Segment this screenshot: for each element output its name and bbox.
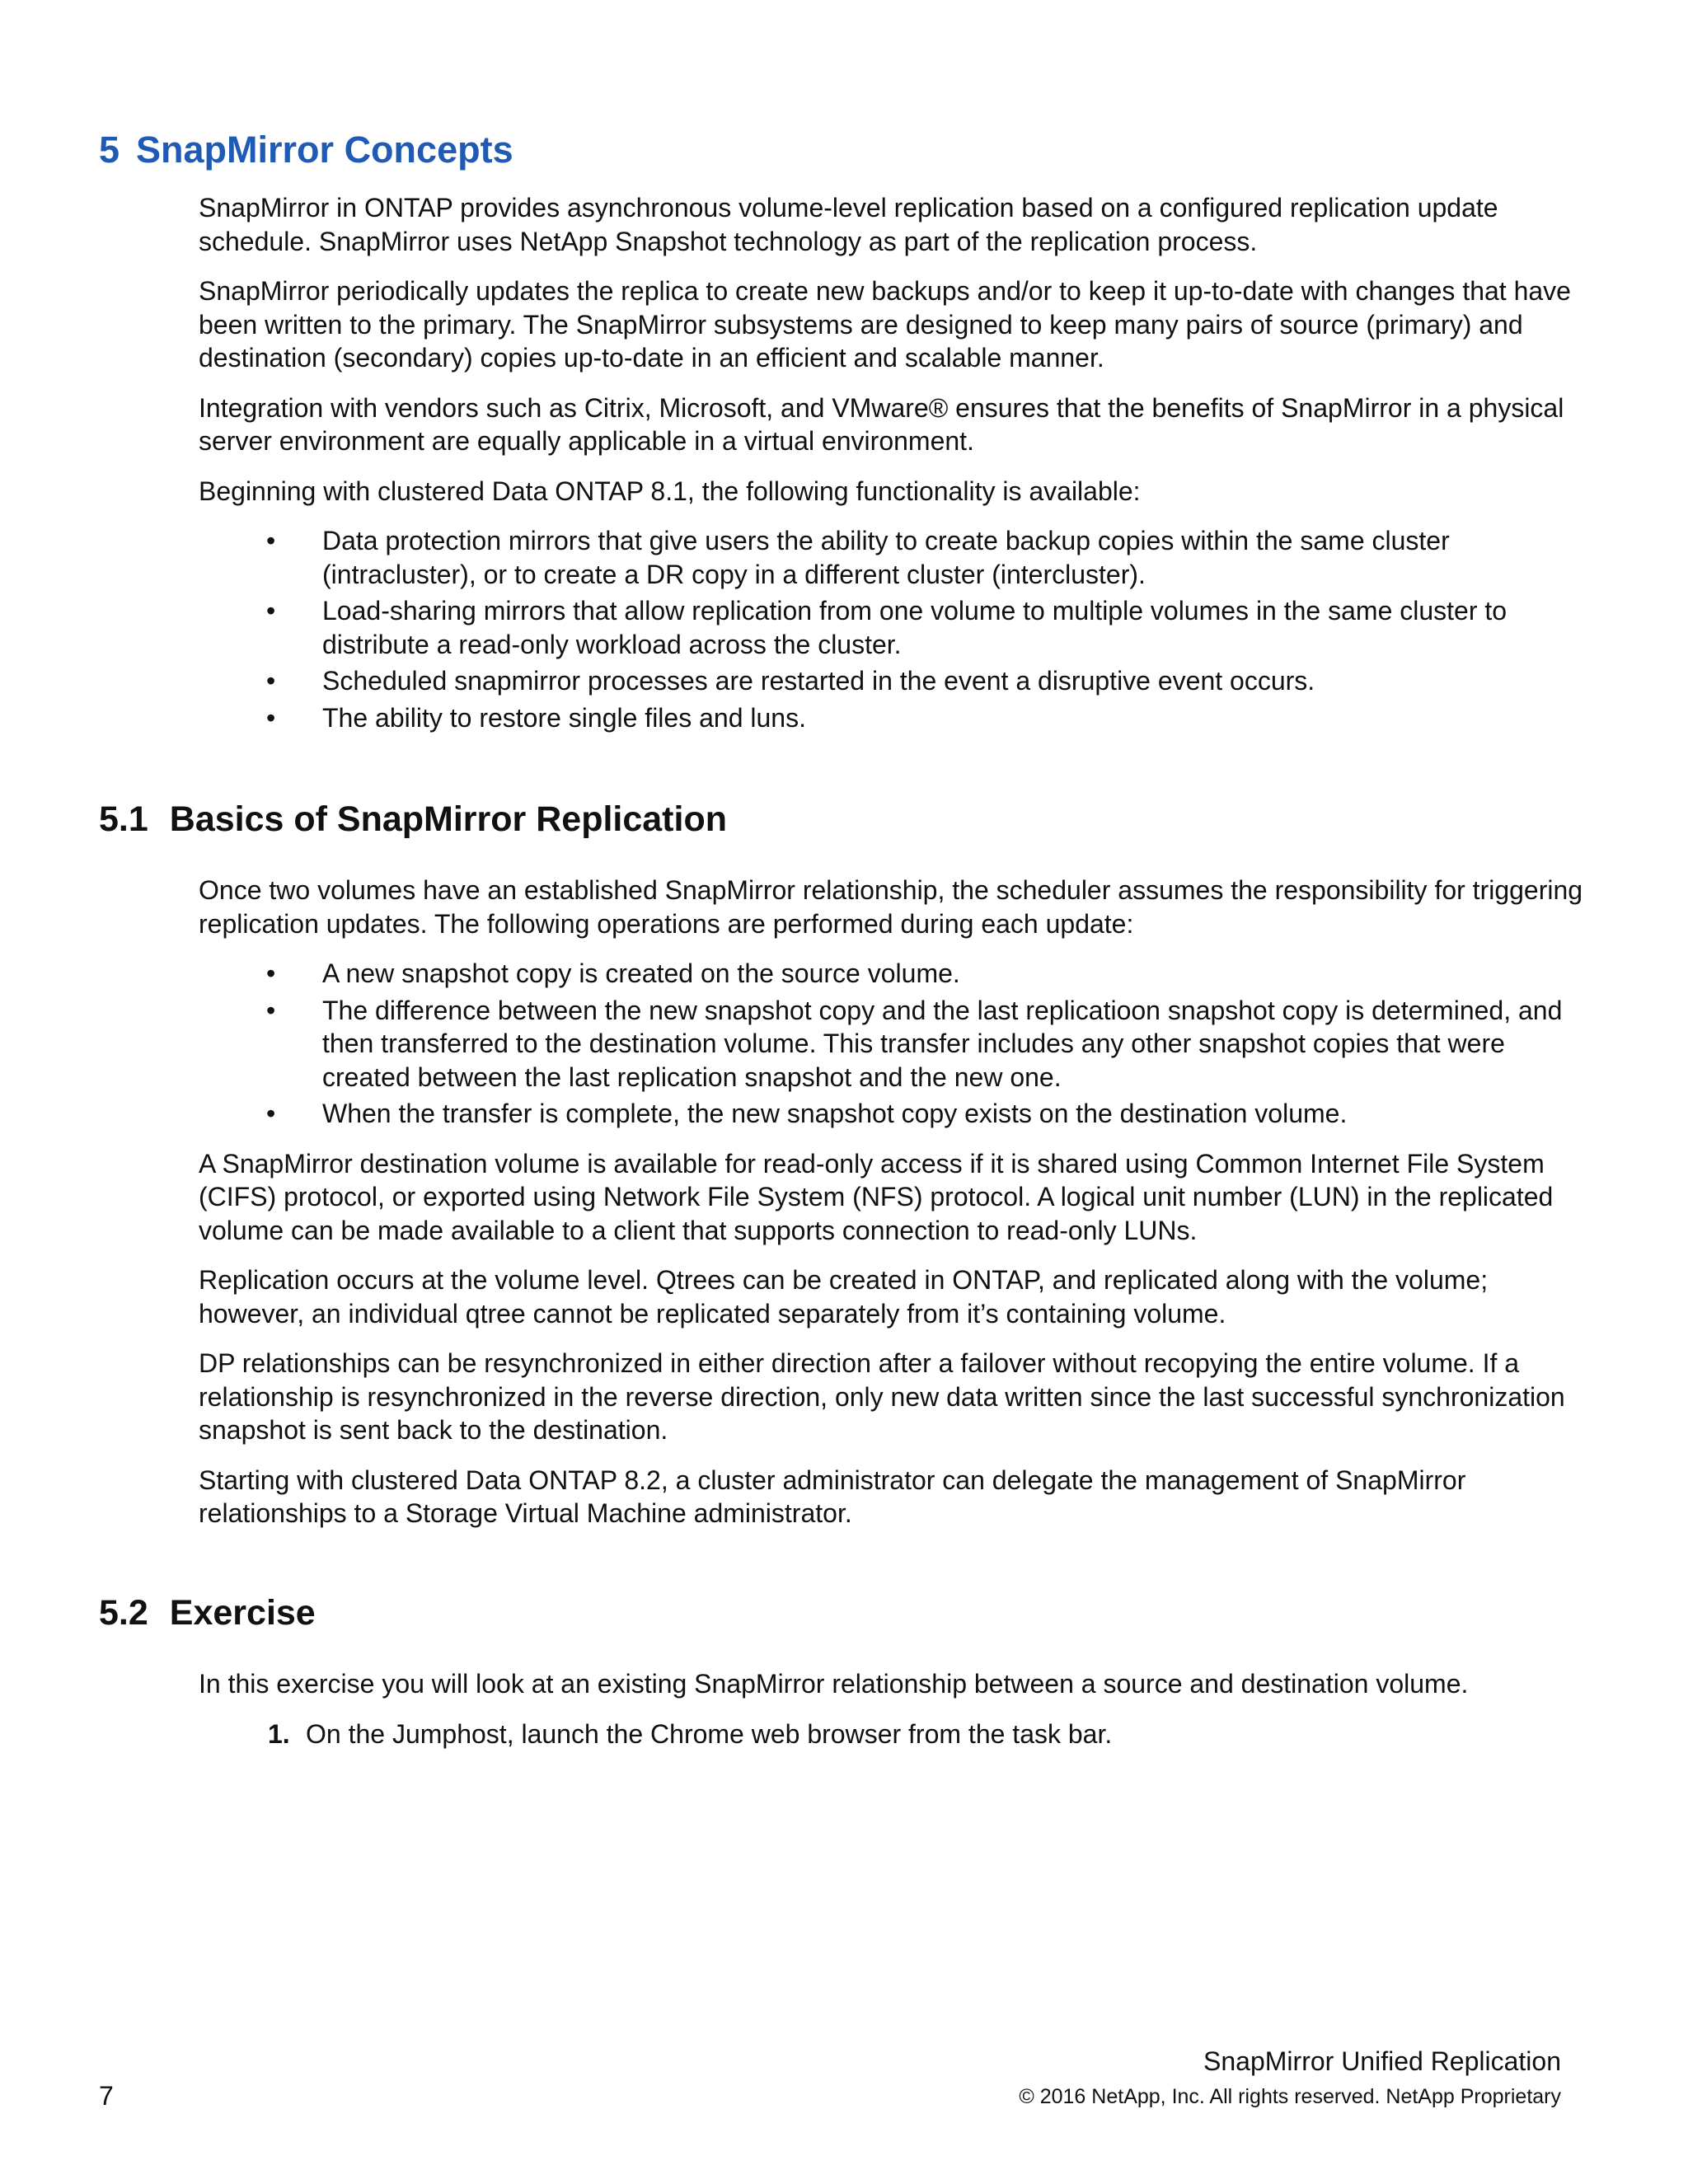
- footer-document-title: SnapMirror Unified Replication: [1203, 2046, 1561, 2076]
- step-item: [199, 1718, 1583, 1751]
- subsection-heading: [99, 799, 727, 840]
- paragraph: Beginning with clustered Data ONTAP 8.1, the following functionality is available:: [199, 476, 1141, 506]
- paragraph: DP relationships can be resynchronized in either direction after a failover without recopying the entire volume. If a relationship is resynchronized in the reverse direction, only new data written since the last successful synchronization snapshot is sent back to the destination.: [199, 1348, 1565, 1445]
- paragraph: SnapMirror periodically updates the replica to create new backups and/or to keep it up-to-date with changes that have been written to the primary. The SnapMirror subsystems are designed to keep many pairs of source (primary) and destination (secondary) copies up-to-date in an efficient and scalable manner.: [199, 276, 1571, 373]
- list-item: [199, 594, 1583, 661]
- subsection-title: Exercise: [169, 1593, 316, 1633]
- list-item-text: When the transfer is complete, the new snapshot copy exists on the destination volume.: [322, 1099, 1348, 1128]
- subsection-body: [199, 874, 1583, 1547]
- list-item: [199, 1097, 1583, 1131]
- bullet-glyph: •: [266, 995, 276, 1025]
- list-item: [199, 524, 1583, 591]
- list-item-text: Scheduled snapmirror processes are restarted in the event a disruptive event occurs.: [322, 666, 1315, 696]
- paragraph: Replication occurs at the volume level. Qtrees can be created in ONTAP, and replicated along with the volume; however, an individual qtree cannot be replicated separately from it’s containing volume.: [199, 1265, 1489, 1329]
- bullet-glyph: •: [266, 666, 276, 696]
- paragraph: Starting with clustered Data ONTAP 8.2, a cluster administrator can delegate the management of SnapMirror relationships to a Storage Virtual Machine administrator.: [199, 1465, 1466, 1528]
- bullet-list: [199, 957, 1583, 1131]
- list-item: [199, 957, 1583, 991]
- list-item-text: The difference between the new snapshot copy and the last replicatioon snapshot copy is determined, and then transferred to the destination volume. This transfer includes any other snapshot copies that were created between the last replication snapshot and the new one.: [322, 995, 1563, 1092]
- paragraph: SnapMirror in ONTAP provides asynchronous volume-level replication based on a configured replication update schedule. SnapMirror uses NetApp Snapshot technology as part of the replication process.: [199, 193, 1498, 256]
- section-heading: [99, 129, 513, 171]
- list-item-text: Data protection mirrors that give users the ability to create backup copies within the same cluster (intracluster), or to create a DR copy in a different cluster (intercluster).: [322, 526, 1450, 589]
- section-title: SnapMirror Concepts: [136, 129, 513, 171]
- bullet-glyph: •: [266, 596, 276, 626]
- paragraph: Once two volumes have an established SnapMirror relationship, the scheduler assumes the responsibility for triggering replication updates. The following operations are performed during each update:: [199, 875, 1583, 939]
- subsection-title: Basics of SnapMirror Replication: [169, 799, 727, 839]
- subsection-heading: [99, 1593, 316, 1633]
- bullet-glyph: •: [266, 526, 276, 555]
- paragraph: Integration with vendors such as Citrix, Microsoft, and VMware® ensures that the benefits of SnapMirror in a physical server environment are equally applicable in a virtual environment.: [199, 392, 1564, 456]
- section-body: [199, 191, 1583, 751]
- footer-copyright: © 2016 NetApp, Inc. All rights reserved. NetApp Proprietary: [1019, 2085, 1561, 2108]
- bullet-glyph: •: [266, 1099, 276, 1128]
- subsection-number: 5.2: [99, 1593, 148, 1633]
- bullet-glyph: •: [266, 958, 276, 988]
- step-list: [199, 1718, 1583, 1751]
- section-number: 5: [99, 129, 120, 171]
- list-item-text: The ability to restore single files and luns.: [322, 702, 806, 733]
- paragraph: In this exercise you will look at an existing SnapMirror relationship between a source and destination volume.: [199, 1669, 1469, 1699]
- step-text: On the Jumphost, launch the Chrome web browser from the task bar.: [306, 1718, 1113, 1749]
- subsection-body: [199, 1667, 1583, 1750]
- list-item: [199, 994, 1583, 1094]
- list-item-text: Load-sharing mirrors that allow replication from one volume to multiple volumes in the same cluster to distribute a read-only workload across the cluster.: [322, 596, 1507, 659]
- subsection-number: 5.1: [99, 799, 148, 839]
- list-item: [199, 664, 1583, 698]
- list-item: [199, 701, 1583, 735]
- list-item-text: A new snapshot copy is created on the source volume.: [322, 958, 960, 988]
- step-number: 1.: [268, 1718, 290, 1749]
- paragraph: A SnapMirror destination volume is available for read-only access if it is shared using Common Internet File System (CIFS) protocol, or exported using Network File System (NFS) protocol. A logical unit number (LUN) in the replicated volume can be made available to a client that supports connection to read-only LUNs.: [199, 1148, 1554, 1245]
- page-number: 7: [99, 2081, 114, 2111]
- bullet-glyph: •: [266, 702, 276, 733]
- bullet-list: [199, 524, 1583, 734]
